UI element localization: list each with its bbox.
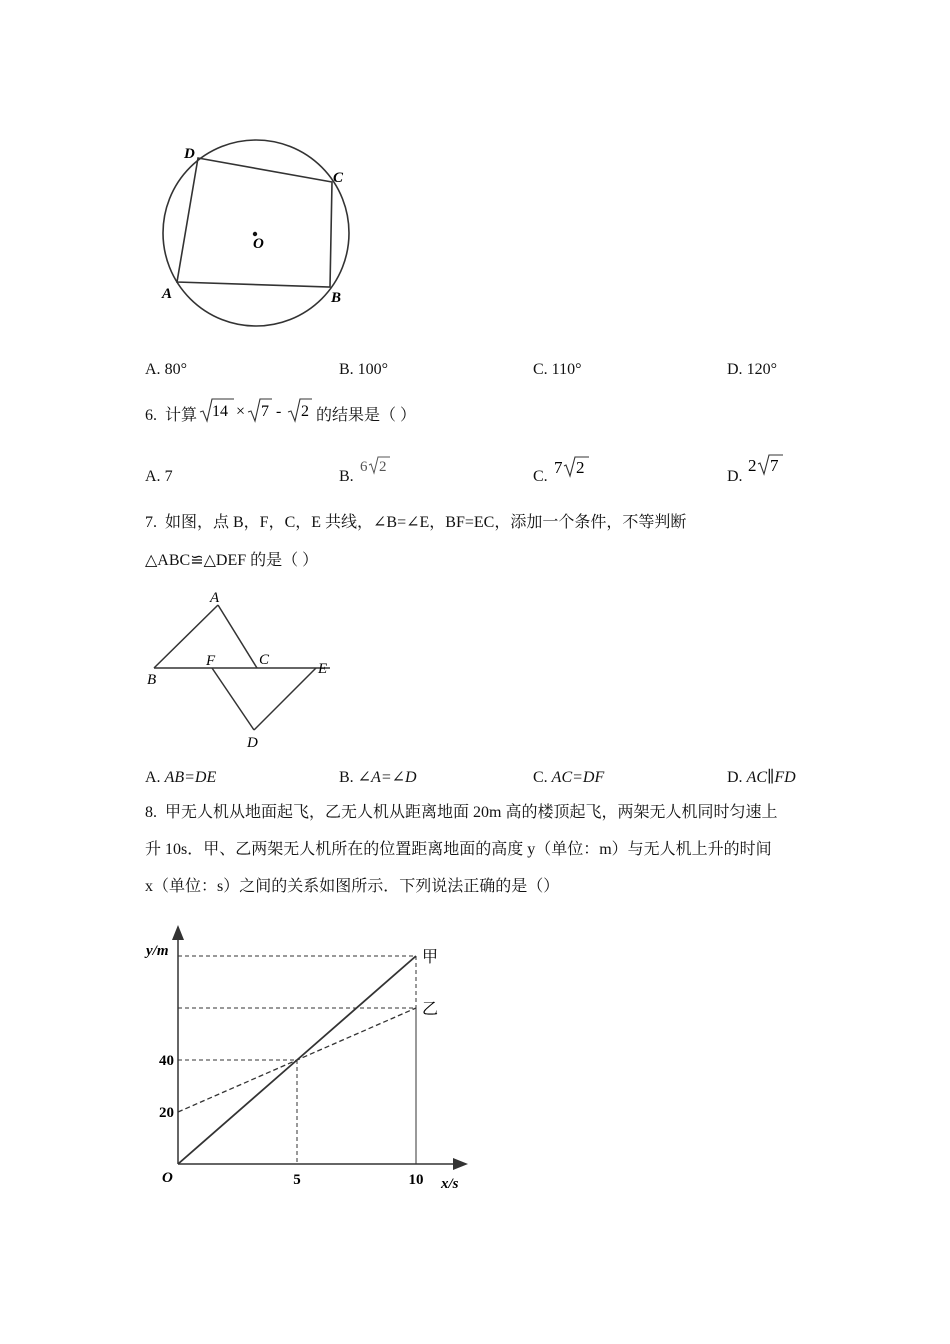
label-d: D [184, 146, 195, 162]
series-label-2: 乙 [422, 1001, 439, 1018]
radicand-1: 14 [212, 403, 228, 420]
label-d: D [247, 735, 258, 751]
segment-de [254, 668, 316, 730]
q6-option-c-value [552, 455, 592, 483]
radicand-3: 2 [301, 403, 309, 420]
q5-option-b[interactable]: B. 100° [339, 361, 389, 378]
rad-d: 7 [770, 456, 779, 475]
coef-b: 6 [360, 459, 368, 475]
coef-d: 2 [748, 456, 757, 475]
y-tick-label: 40 [159, 1053, 174, 1069]
rad-c: 2 [576, 458, 585, 477]
q5-option-c[interactable]: C. 110° [533, 361, 582, 378]
q7-line2: △ABC≌△DEF 的是（ ） [145, 552, 319, 569]
q8-line3: x（单位：s）之间的关系如图所示．下列说法正确的是（） [145, 878, 560, 895]
q7-line1: 如图，点 B，F，C，E 共线，∠B=∠E，BF=EC，添加一个条件，不等判断 [165, 514, 687, 531]
label-o: O [253, 236, 264, 252]
q5-option-d[interactable]: D. 120° [727, 361, 777, 378]
q8-number: 8. [145, 804, 157, 821]
segment-fd [212, 668, 254, 730]
q6-option-b[interactable]: B. [339, 468, 354, 485]
label-b: B [147, 672, 157, 688]
x-tick-label: 10 [408, 1172, 424, 1188]
q7-option-c[interactable]: C. AC=DF [533, 769, 605, 786]
q8-line1: 甲无人机从地面起飞，乙无人机从距离地面 20m 高的楼顶起飞，两架无人机同时匀速上 [165, 804, 778, 821]
q7-number: 7. [145, 514, 157, 531]
q7-option-a[interactable]: A. AB=DE [145, 769, 217, 786]
q6-number: 6. [145, 407, 157, 424]
label-f: F [206, 653, 216, 669]
q6-suffix: 的结果是（ ） [316, 407, 417, 424]
q6-option-d-value [746, 453, 786, 481]
q6-prefix: 计算 [165, 407, 198, 424]
label-c: C [333, 170, 344, 186]
q5-option-a[interactable]: A. 80° [145, 361, 187, 378]
minus-sign: - [276, 403, 282, 420]
q6-option-a[interactable]: A. 7 [145, 468, 173, 485]
label-a: A [162, 286, 173, 302]
coef-c: 7 [554, 458, 563, 477]
q6-option-c[interactable]: C. [533, 468, 548, 485]
label-a: A [210, 590, 220, 606]
y-axis-label: y/m [146, 943, 169, 959]
drone-height-chart [140, 920, 480, 1195]
x-tick-label: 5 [293, 1172, 301, 1188]
q8-line2: 升 10s．甲、乙两架无人机所在的位置距离地面的高度 y（单位：m）与无人机上升的时间 [145, 841, 772, 858]
origin-label: O [162, 1170, 173, 1186]
q6-option-b-value [358, 455, 394, 481]
segment-ac [218, 605, 257, 668]
quadrilateral-abcd [177, 158, 332, 287]
label-c: C [259, 652, 270, 668]
triangles-figure [140, 585, 340, 753]
radicand-2: 7 [261, 403, 269, 420]
q6-option-d[interactable]: D. [727, 468, 743, 485]
q6-expression [198, 394, 316, 426]
times-sign: × [236, 403, 246, 420]
series-label-1: 甲 [422, 949, 439, 966]
q7-option-d[interactable]: D. AC∥FD [727, 769, 796, 786]
label-e: E [318, 661, 328, 677]
q7-option-b[interactable]: B. ∠A=∠D [339, 769, 417, 786]
circle-quadrilateral-figure [150, 130, 370, 340]
x-axis-label: x/s [441, 1176, 459, 1192]
y-tick-label: 20 [159, 1105, 174, 1121]
label-b: B [331, 290, 342, 306]
rad-b: 2 [379, 459, 387, 475]
